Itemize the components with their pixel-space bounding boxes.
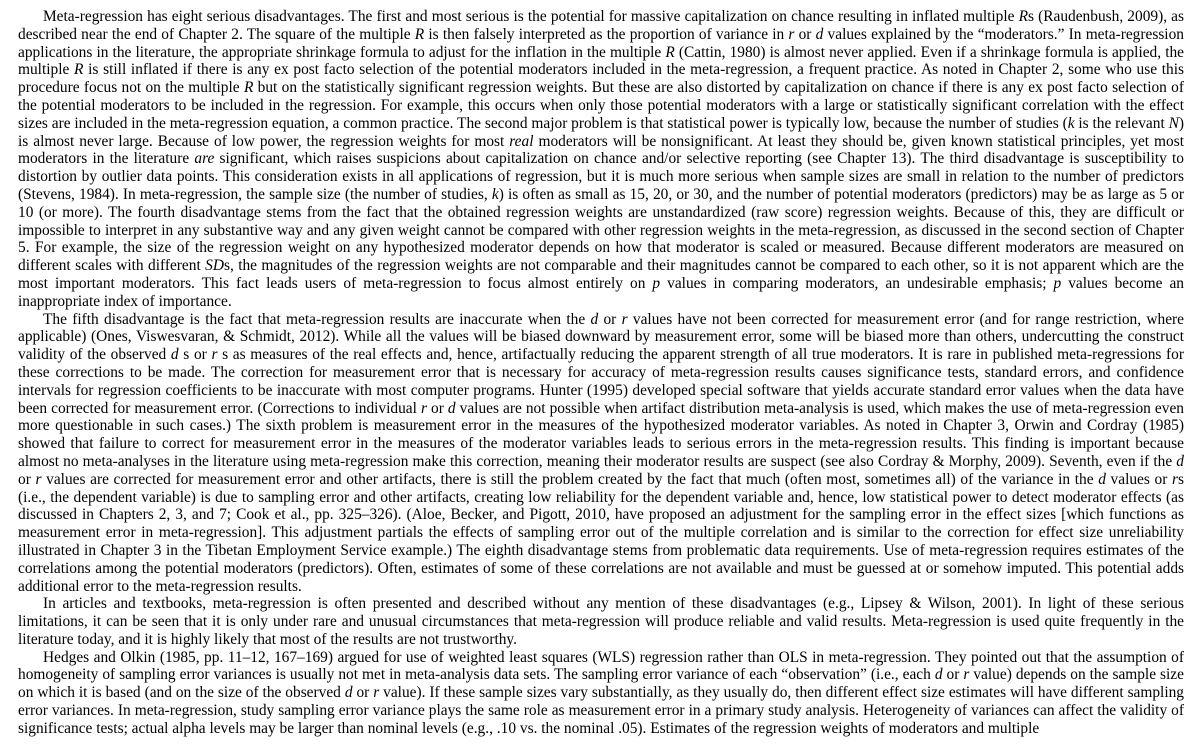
text-run: Hedges and Olkin (1985, pp. 11–12, 167–169) argued for use of weighted least squares (WLS) regression rather than OLS in meta-regression. They pointed out that the assumption of homogeneity of sampling error variances is usually not met in meta-analysis data sets. The sampling error variance of each “observation” (i.e., each: [18, 648, 1184, 684]
italic-text: r: [373, 684, 380, 702]
text-run: or: [426, 399, 448, 417]
italic-text: p: [652, 274, 661, 292]
italic-text: r: [420, 399, 427, 417]
italic-text: k: [1067, 114, 1075, 132]
text-run: s (Raudenbush, 2009), as described near the end of Chapter 2. The square of the multiple: [18, 8, 1184, 43]
italic-text: d: [170, 346, 179, 364]
text-run: values are not possible when artifact distribution meta-analysis is used, which makes the use of meta-regression even more questionable in such cases.) The sixth problem is measurement error in the measures of the hypothesized moderator variables. As noted in Chapter 3, Orwin and Cordray (1985) showed that failure to correct for measurement error in the measures of the moderator variables leads to serious errors in the meta-regression results. This finding is important because almost no meta-analyses in the literature using meta-regression make this correction, meaning their moderator results are suspect (see also Cordray & Morphy, 2009). Seventh, even if the: [18, 399, 1184, 470]
italic-text: d: [934, 666, 943, 684]
text-run: or: [794, 25, 816, 43]
text-run: or: [942, 666, 964, 684]
italic-text: r: [35, 470, 42, 488]
body-paragraph: [18, 649, 1184, 738]
italic-text: R: [74, 61, 84, 79]
text-run: values or: [1105, 470, 1172, 488]
text-run: Meta-regression has eight serious disadvantages. The first and most serious is the potential for massive capitalization on chance resulting in inflated multiple: [43, 8, 1019, 25]
italic-text: SD: [205, 257, 224, 275]
text-run: values are corrected for measurement error and other artifacts, there is still the problem created by the fact that much (often most, sometimes all) of the variance in the: [41, 470, 1099, 488]
italic-text: d: [344, 684, 353, 702]
italic-text: d: [590, 310, 599, 328]
italic-text: d: [1098, 470, 1106, 488]
italic-text: N: [1168, 114, 1179, 132]
body-paragraph: [18, 311, 1184, 596]
text-run: is then falsely interpreted as the proportion of variance in: [424, 25, 789, 43]
text-run: significant, which raises suspicions about capitalization on chance and/or selective reporting (see Chapter 13). The third disadvantage is susceptibility to distortion by outlier data points. This consideration exists in all applications of regression, but it is much more serious when sample sizes are small in relation to the number of predictors (Stevens, 1984). In meta-regression, the sample size (the number of studies,: [18, 150, 1184, 203]
body-paragraph: [18, 8, 1184, 311]
text-run: ) is often as small as 15, 20, or 30, and the number of potential moderators (predictors) may be as large as 5 or 10 (or more). The fourth disadvantage stems from the fact that the obtained regression weights are unstandardized (raw score) regression weights. Because of this, they are difficult or impossible to interpret in any substantive way and any given weight cannot be compared with other regression weights in the meta-regression, as discussed in the second section of Chapter 5. For example, the size of the regression weight on any hypothesized moderator depends on how that moderator is scaled or measured. Because different moderators are measured on different scales with different: [18, 185, 1184, 275]
text-run: value). If these sample sizes vary substantially, as they usually do, then different effect size estimates will have different sampling error variances. In meta-regression, study sampling error variance plays the same role as measurement error in a primary study analysis. Heterogeneity of variances can affect the validity of significance tests; actual alpha levels may be larger than nominal levels (e.g., .10 vs. the nominal .05). Estimates of the regression weights of moderators and multiple: [18, 684, 1184, 737]
text-run: or: [352, 684, 374, 702]
italic-text: r: [788, 25, 795, 43]
italic-text: R: [1018, 8, 1028, 25]
italic-text: d: [1176, 452, 1184, 470]
italic-text: R: [414, 25, 425, 43]
text-run: is still inflated if there is any ex post facto selection of the potential moderators included in the meta-regression, a frequent practice. As noted in Chapter 2, some who use this procedure focus not on the multiple: [18, 61, 1184, 97]
text-run: The fifth disadvantage is the fact that meta-regression results are inaccurate when the: [43, 310, 591, 328]
text-run: (Cattin, 1980) is almost never applied. Even if a shrinkage formula is applied, the multiple: [18, 43, 1184, 79]
text-run: values become an inappropriate index of importance.: [18, 274, 1184, 310]
text-run: s or: [178, 346, 212, 364]
italic-text: R: [665, 43, 675, 61]
text-run: moderators will be nonsignificant. At least they should be, given known statistical principles, yet most moderators in the literature: [18, 132, 1184, 168]
italic-text: r: [963, 666, 970, 684]
text-run: or: [598, 310, 622, 328]
text-run: s as measures of the real effects and, hence, artifactually reducing the apparent strength of all true moderators. It is rare in published meta-regressions for these corrections to be made. The correction for measurement error that is necessary for accuracy of meta-regression results causes significance tests, standard errors, and confidence intervals for regression coefficients to be inaccurate with most computer programs. Hunter (1995) developed special software that yields accurate standard error values when the data have been corrected for measurement error. (Corrections to individual: [18, 346, 1184, 417]
text-run: value) depends on the sample size on which it is based (and on the size of the observed: [18, 666, 1184, 702]
italic-text: r: [621, 310, 628, 328]
text-run: but on the statistically significant regression weights. But these are also distorted by capitalization on chance if there is any ex post facto selection of the potential moderators to be included in the regression. For example, this occurs when only those potential moderators with a large or statistically significant correlation with the effect sizes are included in the meta-regression equation, a common practice. The second major problem is that statistical power is typically low, because the number of studies (: [18, 79, 1184, 132]
text-run: s, the magnitudes of the regression weights are not comparable and their magnitudes cannot be compared to each other, so it is not apparent which are the most important moderators. This fact leads users of meta-regression to focus almost entirely on: [18, 257, 1185, 292]
italic-text: r: [211, 346, 218, 364]
italic-text: p: [1053, 274, 1062, 292]
italic-text: d: [447, 399, 456, 417]
text-run: ) is almost never large. Because of low power, the regression weights for most: [18, 114, 1184, 150]
italic-text: d: [815, 25, 824, 43]
italic-text: k: [491, 185, 499, 203]
text-run: values have not been corrected for measurement error (and for range restriction, where applicable) (Ones, Viswesvaran, & Schmidt, 2012). While all the values will be biased downward by measurement error, some will be biased more than others, undercutting the construct validity of the observed: [18, 310, 1184, 364]
text-run: is the relevant: [1074, 114, 1169, 132]
italic-text: r: [1172, 470, 1178, 488]
text-run: In articles and textbooks, meta-regression is often presented and described without any mention of these disadvantages (e.g., Lipsey & Wilson, 2001). In light of these serious limitations, it can be seen that it is only under rare and unusual circumstances that meta-regression will produce reliable and valid results. Meta-regression is used quite frequently in the literature today, and it is highly likely that most of the results are not trustworthy.: [18, 595, 1184, 648]
text-run: s (i.e., the dependent variable) is due to sampling error and other artifacts, creating low reliability for the dependent variable and, hence, low statistical power to detect moderator effects (as discussed in Chapters 2, 3, and 7; Cook et al., pp. 325–326). (Aloe, Becker, and Pigott, 2010, have proposed an adjustment for the sampling error in the effect sizes [which functions as measurement error in meta-regression]. This adjustment partials the effects of sampling error out of the multiple correlation and is similar to the correction for effect size unreliability illustrated in Chapter 3 in the Tibetan Employment Service example.) The eighth disadvantage stems from problematic data requirements. Use of meta-regression requires estimates of the correlations among the potential moderators (predictors). Often, estimates of some of these correlations are not available and must be guessed at or somehow imputed. This potential adds additional error to the meta-regression results.: [18, 470, 1184, 595]
text-run: values explained by the “moderators.” In meta-regression applications in the literature, the appropriate shrinkage formula to adjust for the inflation in the multiple: [18, 25, 1184, 61]
text-run: values in comparing moderators, an undesirable emphasis;: [660, 274, 1054, 292]
document-page: [18, 8, 1184, 738]
italic-text: are: [194, 150, 215, 168]
italic-text: R: [243, 79, 254, 97]
italic-text: real: [509, 132, 534, 150]
text-run: or: [18, 470, 36, 488]
body-paragraph: [18, 595, 1184, 648]
